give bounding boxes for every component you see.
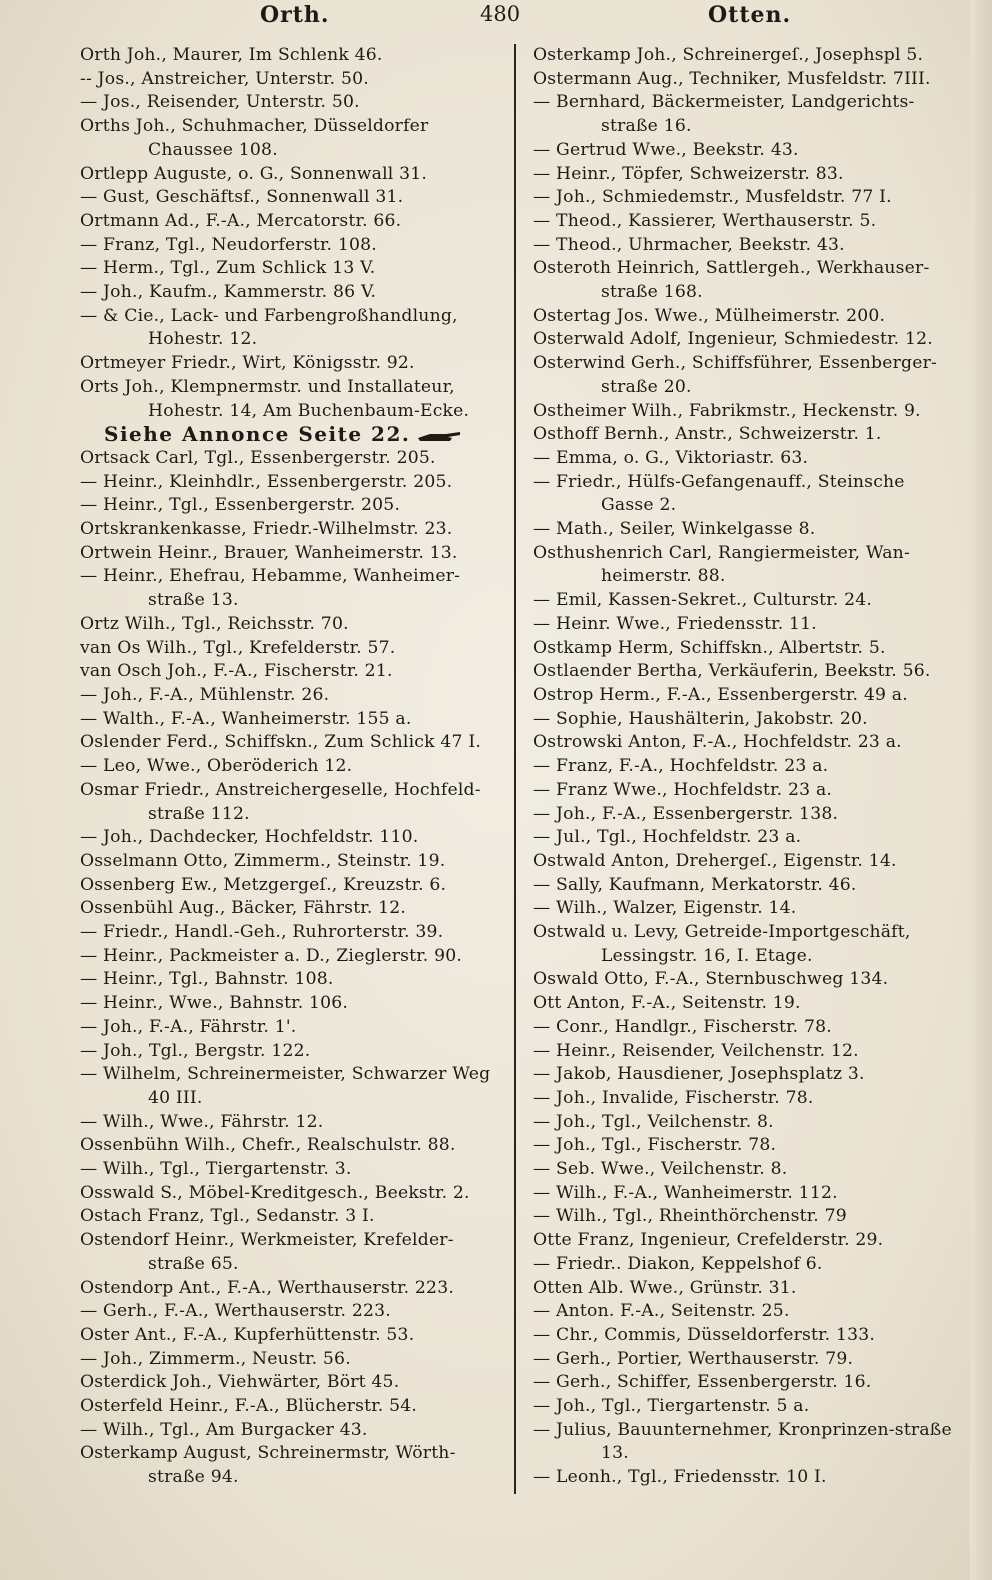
entry-text: — Seb. Wwe., Veilchenstr. 8. bbox=[533, 1159, 788, 1180]
entry-text: — Leonh., Tgl., Friedensstr. 10 I. bbox=[533, 1467, 827, 1488]
entry-text: — Franz, Tgl., Neudorferstr. 108. bbox=[80, 234, 377, 255]
directory-entry bbox=[533, 139, 961, 163]
entry-text: — Joh., Zimmerm., Neustr. 56. bbox=[80, 1348, 351, 1369]
directory-entry bbox=[533, 234, 961, 258]
directory-entry bbox=[533, 660, 961, 684]
directory-entry bbox=[533, 755, 961, 779]
entry-text: — Friedr.. Diakon, Keppelshof 6. bbox=[533, 1253, 823, 1274]
directory-entry bbox=[80, 91, 500, 115]
entry-text: Oster Ant., F.-A., Kupferhüttenstr. 53. bbox=[80, 1324, 415, 1345]
entry-text: Orth Joh., Maurer, Im Schlenk 46. bbox=[80, 45, 383, 65]
directory-entry bbox=[80, 163, 500, 187]
entry-text: — Friedr., Hülfs-Gefangenauff., Steinsche Gasse 2. bbox=[533, 471, 905, 516]
directory-entry bbox=[80, 1419, 500, 1443]
directory-entry bbox=[80, 565, 500, 612]
entry-text: — Jakob, Hausdiener, Josephsplatz 3. bbox=[533, 1064, 865, 1085]
directory-entry bbox=[533, 257, 961, 304]
entry-text: — Joh., Tgl., Fischerstr. 78. bbox=[533, 1135, 777, 1156]
entry-text: — Wilh., Walzer, Eigenstr. 14. bbox=[533, 898, 797, 919]
entry-text: — Wilh., Tgl., Am Burgacker 43. bbox=[80, 1419, 368, 1440]
entry-text: Osterfeld Heinr., F.-A., Blücherstr. 54. bbox=[80, 1396, 418, 1417]
directory-entry bbox=[533, 1395, 961, 1419]
directory-entry bbox=[533, 1419, 961, 1466]
directory-entry bbox=[80, 1395, 500, 1419]
directory-entry bbox=[533, 542, 961, 589]
directory-entry bbox=[80, 447, 500, 471]
directory-entry bbox=[533, 1158, 961, 1182]
column-divider bbox=[514, 44, 516, 1494]
directory-entry bbox=[533, 1371, 961, 1395]
entry-text: — Wilh., F.-A., Wanheimerstr. 112. bbox=[533, 1182, 838, 1203]
entry-text: — Gertrud Wwe., Beekstr. 43. bbox=[533, 139, 799, 160]
directory-entry bbox=[80, 1205, 500, 1229]
directory-entry bbox=[533, 210, 961, 234]
entry-text: — Wilh., Tgl., Rheinthörchenstr. 79 bbox=[533, 1206, 847, 1227]
entry-text: Osterwald Adolf, Ingenieur, Schmiedestr. 12. bbox=[533, 329, 933, 350]
right-column bbox=[533, 44, 961, 1504]
directory-entry bbox=[80, 1158, 500, 1182]
directory-entry bbox=[80, 1371, 500, 1395]
directory-entry bbox=[80, 897, 500, 921]
entry-text: Ostwald Anton, Drehergeſ., Eigenstr. 14. bbox=[533, 850, 897, 871]
directory-entry bbox=[80, 281, 500, 305]
directory-entry bbox=[533, 968, 961, 992]
entry-text: Otte Franz, Ingenieur, Crefelderstr. 29. bbox=[533, 1230, 884, 1251]
entry-text: Ossenbühl Aug., Bäcker, Fährstr. 12. bbox=[80, 898, 407, 919]
entry-text: — Anton. F.-A., Seitenstr. 25. bbox=[533, 1301, 790, 1322]
entry-text: — Herm., Tgl., Zum Schlick 13 V. bbox=[80, 258, 376, 279]
entry-text: van Os Wilh., Tgl., Krefelderstr. 57. bbox=[80, 637, 396, 658]
entry-text: Ortlepp Auguste, o. G., Sonnenwall 31. bbox=[80, 163, 428, 184]
directory-entry bbox=[80, 874, 500, 898]
entry-text: Osterkamp Joh., Schreinergeſ., Josephspl 5. bbox=[533, 45, 924, 65]
entry-text: Osthushenrich Carl, Rangiermeister, Wan-heimerstr. 88. bbox=[533, 542, 910, 587]
directory-entry bbox=[80, 637, 500, 661]
advertisement-reference bbox=[80, 423, 500, 447]
directory-entry bbox=[80, 708, 500, 732]
entry-text: — Heinr., Tgl., Essenbergerstr. 205. bbox=[80, 495, 401, 516]
entry-text: Ostrop Herm., F.-A., Essenbergerstr. 49 a. bbox=[533, 684, 908, 705]
entry-text: Ostkamp Herm, Schiffskn., Albertstr. 5. bbox=[533, 637, 886, 658]
directory-entry bbox=[533, 613, 961, 637]
entry-text: — Theod., Uhrmacher, Beekstr. 43. bbox=[533, 234, 845, 255]
directory-entry bbox=[80, 1134, 500, 1158]
entry-text: — Jos., Reisender, Unterstr. 50. bbox=[80, 92, 360, 113]
directory-entry bbox=[80, 376, 500, 423]
entry-text: Osterwind Gerh., Schiffsführer, Essenberger-straße 20. bbox=[533, 353, 937, 397]
directory-entry bbox=[533, 1205, 961, 1229]
entry-text: Osswald S., Möbel-Kreditgesch., Beekstr. 2. bbox=[80, 1182, 470, 1203]
entry-text: Ostach Franz, Tgl., Sedanstr. 3 I. bbox=[80, 1206, 375, 1227]
directory-entry bbox=[533, 1040, 961, 1064]
entry-text: Orts Joh., Klempnermstr. und Installateur, Hohestr. 14, Am Buchenbaum-Ecke. bbox=[80, 376, 470, 421]
directory-entry bbox=[533, 91, 961, 138]
directory-entry bbox=[80, 945, 500, 969]
entry-text: — Theod., Kassierer, Werthauserstr. 5. bbox=[533, 210, 877, 231]
directory-entry bbox=[533, 328, 961, 352]
entry-text: Ostrowski Anton, F.-A., Hochfeldstr. 23 a. bbox=[533, 732, 902, 753]
entry-text: Osmar Friedr., Anstreichergeselle, Hochfeld-straße 112. bbox=[80, 779, 481, 824]
directory-entry bbox=[533, 471, 961, 518]
directory-entry bbox=[533, 1300, 961, 1324]
directory-entry bbox=[80, 1111, 500, 1135]
directory-entry bbox=[533, 423, 961, 447]
entry-text: — Joh., Invalide, Fischerstr. 78. bbox=[533, 1087, 814, 1108]
directory-entry bbox=[533, 1277, 961, 1301]
directory-entry bbox=[80, 1442, 500, 1489]
directory-entry bbox=[533, 163, 961, 187]
directory-entry bbox=[80, 826, 500, 850]
entry-text: Ossenbühn Wilh., Chefr., Realschulstr. 88. bbox=[80, 1135, 456, 1156]
entry-text: Ostertag Jos. Wwe., Mülheimerstr. 200. bbox=[533, 305, 886, 326]
entry-text: — Heinr., Reisender, Veilchenstr. 12. bbox=[533, 1040, 859, 1061]
entry-text: Ortskrankenkasse, Friedr.-Wilhelmstr. 23. bbox=[80, 519, 453, 540]
entry-text: Ossenberg Ew., Metzgergeſ., Kreuzstr. 6. bbox=[80, 874, 447, 895]
directory-entry bbox=[533, 826, 961, 850]
directory-entry bbox=[533, 921, 961, 968]
directory-entry bbox=[80, 1063, 500, 1110]
directory-entry bbox=[533, 708, 961, 732]
directory-entry bbox=[533, 589, 961, 613]
directory-entry bbox=[80, 518, 500, 542]
entry-text: — Wilh., Tgl., Tiergartenstr. 3. bbox=[80, 1159, 352, 1180]
header-right-keyword: Otten. bbox=[708, 2, 792, 28]
entry-text: — Sophie, Haushälterin, Jakobstr. 20. bbox=[533, 708, 868, 729]
directory-entry bbox=[80, 1300, 500, 1324]
entry-text: — Heinr., Ehefrau, Hebamme, Wanheimer-straße 13. bbox=[80, 566, 461, 611]
entry-text: Oswald Otto, F.-A., Sternbuschweg 134. bbox=[533, 969, 889, 990]
directory-entry bbox=[80, 542, 500, 566]
left-column bbox=[80, 44, 500, 1504]
directory-entry bbox=[80, 68, 500, 92]
directory-entry bbox=[533, 352, 961, 399]
entry-text: Siehe Annonce Seite 22. bbox=[104, 422, 411, 447]
directory-entry bbox=[533, 1111, 961, 1135]
entry-text: Otten Alb. Wwe., Grünstr. 31. bbox=[533, 1277, 797, 1298]
directory-entry bbox=[533, 518, 961, 542]
entry-text: — Heinr., Wwe., Bahnstr. 106. bbox=[80, 993, 349, 1014]
entry-text: — Franz, F.-A., Hochfeldstr. 23 a. bbox=[533, 756, 829, 777]
entry-text: Osthoff Bernh., Anstr., Schweizerstr. 1. bbox=[533, 424, 882, 445]
directory-entry bbox=[80, 471, 500, 495]
entry-text: — Gerh., Schiffer, Essenbergerstr. 16. bbox=[533, 1372, 872, 1393]
entry-text: Osterdick Joh., Viehwärter, Bört 45. bbox=[80, 1372, 400, 1393]
entry-text: — Joh., F.-A., Essenbergerstr. 138. bbox=[533, 803, 839, 824]
directory-entry bbox=[80, 210, 500, 234]
entry-text: Ostwald u. Levy, Getreide-Importgeschäft, Lessingstr. 16, I. Etage. bbox=[533, 922, 911, 966]
directory-entry bbox=[80, 1182, 500, 1206]
header-left-keyword: Orth. bbox=[260, 2, 330, 28]
directory-entry bbox=[80, 234, 500, 258]
entry-text: Ostendorp Ant., F.-A., Werthauserstr. 223. bbox=[80, 1277, 454, 1298]
entry-text: — Wilh., Wwe., Fährstr. 12. bbox=[80, 1111, 324, 1132]
directory-entry bbox=[80, 1277, 500, 1301]
page-number: 480 bbox=[480, 2, 521, 26]
directory-entry bbox=[533, 779, 961, 803]
entry-text: — Conr., Handlgr., Fischerstr. 78. bbox=[533, 1016, 832, 1037]
directory-entry bbox=[533, 447, 961, 471]
entry-text: — & Cie., Lack- und Farbengroßhandlung, Hohestr. 12. bbox=[80, 305, 458, 350]
entry-text: Ortwein Heinr., Brauer, Wanheimerstr. 13. bbox=[80, 542, 458, 563]
directory-entry bbox=[533, 186, 961, 210]
page-edge bbox=[970, 0, 992, 1580]
entry-text: — Wilhelm, Schreinermeister, Schwarzer Weg 40 III. bbox=[80, 1064, 491, 1108]
entry-text: Oslender Ferd., Schiffskn., Zum Schlick 47 I. bbox=[80, 732, 481, 753]
directory-entry bbox=[80, 613, 500, 637]
directory-entry bbox=[533, 874, 961, 898]
entry-text: — Joh., F.-A., Fährstr. 1'. bbox=[80, 1016, 297, 1037]
directory-entry bbox=[80, 755, 500, 779]
directory-entry bbox=[80, 305, 500, 352]
directory-entry bbox=[80, 779, 500, 826]
entry-text: — Bernhard, Bäckermeister, Landgerichts-straße 16. bbox=[533, 92, 915, 137]
directory-entry bbox=[80, 1324, 500, 1348]
entry-text: Osteroth Heinrich, Sattlergeh., Werkhauser-straße 168. bbox=[533, 258, 930, 303]
entry-text: Osselmann Otto, Zimmerm., Steinstr. 19. bbox=[80, 850, 446, 871]
entry-text: — Franz Wwe., Hochfeldstr. 23 a. bbox=[533, 779, 833, 800]
page-header bbox=[78, 2, 970, 30]
entry-text: — Emma, o. G., Viktoriastr. 63. bbox=[533, 447, 809, 468]
entry-text: — Emil, Kassen-Sekret., Culturstr. 24. bbox=[533, 590, 873, 611]
directory-entry bbox=[533, 305, 961, 329]
entry-text: Ostendorf Heinr., Werkmeister, Krefelder-straße 65. bbox=[80, 1230, 454, 1274]
directory-entry bbox=[533, 1348, 961, 1372]
directory-entry bbox=[533, 400, 961, 424]
pointing-hand-icon bbox=[416, 429, 462, 443]
entry-text: — Joh., F.-A., Mühlenstr. 26. bbox=[80, 684, 330, 705]
directory-entry bbox=[80, 44, 500, 68]
directory-entry bbox=[533, 731, 961, 755]
directory-entry bbox=[80, 1348, 500, 1372]
directory-entry bbox=[533, 1229, 961, 1253]
directory-entry bbox=[533, 44, 961, 68]
directory-entry bbox=[80, 1229, 500, 1276]
directory-entry bbox=[533, 637, 961, 661]
entry-text: — Heinr., Töpfer, Schweizerstr. 83. bbox=[533, 163, 844, 184]
entry-text: Osterkamp August, Schreinermstr, Wörth-straße 94. bbox=[80, 1443, 456, 1488]
entry-text: van Osch Joh., F.-A., Fischerstr. 21. bbox=[80, 661, 393, 682]
directory-entry bbox=[533, 1063, 961, 1087]
directory-entry bbox=[533, 1466, 961, 1490]
entry-text: — Walth., F.-A., Wanheimerstr. 155 a. bbox=[80, 708, 412, 729]
entry-text: — Gerh., Portier, Werthauserstr. 79. bbox=[533, 1348, 854, 1369]
entry-text: — Gerh., F.-A., Werthauserstr. 223. bbox=[80, 1301, 391, 1322]
entry-text: — Joh., Tgl., Veilchenstr. 8. bbox=[533, 1111, 774, 1132]
entry-text: — Gust, Geschäftsf., Sonnenwall 31. bbox=[80, 187, 404, 208]
directory-entry bbox=[80, 257, 500, 281]
entry-text: Ortmann Ad., F.-A., Mercatorstr. 66. bbox=[80, 210, 402, 231]
entry-text: — Julius, Bauunternehmer, Kronprinzen-straße 13. bbox=[533, 1419, 952, 1464]
entry-text: Ostheimer Wilh., Fabrikmstr., Heckenstr. 9. bbox=[533, 400, 921, 421]
directory-entry bbox=[533, 1324, 961, 1348]
directory-entry bbox=[80, 1016, 500, 1040]
directory-entry bbox=[533, 1087, 961, 1111]
entry-text: — Joh., Dachdecker, Hochfeldstr. 110. bbox=[80, 827, 419, 848]
directory-entry bbox=[80, 968, 500, 992]
entry-text: Orths Joh., Schuhmacher, Düsseldorfer Chaussee 108. bbox=[80, 116, 429, 160]
entry-text: — Sally, Kaufmann, Merkatorstr. 46. bbox=[533, 874, 857, 895]
entry-text: — Friedr., Handl.-Geh., Ruhrorterstr. 39. bbox=[80, 922, 444, 943]
directory-entry bbox=[80, 850, 500, 874]
directory-entry bbox=[533, 1182, 961, 1206]
entry-text: Ortz Wilh., Tgl., Reichsstr. 70. bbox=[80, 613, 349, 634]
directory-entry bbox=[80, 992, 500, 1016]
directory-entry bbox=[533, 68, 961, 92]
entry-text: -- Jos., Anstreicher, Unterstr. 50. bbox=[80, 68, 369, 89]
entry-text: — Joh., Tgl., Bergstr. 122. bbox=[80, 1040, 311, 1061]
entry-text: — Joh., Kaufm., Kammerstr. 86 V. bbox=[80, 282, 377, 303]
directory-entry bbox=[533, 1253, 961, 1277]
entry-text: — Heinr., Tgl., Bahnstr. 108. bbox=[80, 969, 334, 990]
directory-entry bbox=[80, 115, 500, 162]
entry-text: Ortsack Carl, Tgl., Essenbergerstr. 205. bbox=[80, 447, 436, 468]
directory-entry bbox=[533, 803, 961, 827]
directory-entry bbox=[533, 684, 961, 708]
directory-entry bbox=[80, 352, 500, 376]
entry-text: — Heinr., Kleinhdlr., Essenbergerstr. 205. bbox=[80, 471, 453, 492]
entry-text: — Chr., Commis, Düsseldorferstr. 133. bbox=[533, 1324, 876, 1345]
entry-text: — Heinr., Packmeister a. D., Zieglerstr. 90. bbox=[80, 945, 463, 966]
directory-entry bbox=[80, 731, 500, 755]
entry-text: Ostlaender Bertha, Verkäuferin, Beekstr. 56. bbox=[533, 661, 931, 682]
directory-entry bbox=[533, 897, 961, 921]
directory-entry bbox=[533, 992, 961, 1016]
directory-entry bbox=[80, 1040, 500, 1064]
entry-text: Ortmeyer Friedr., Wirt, Königsstr. 92. bbox=[80, 353, 415, 374]
entry-text: — Joh., Schmiedemstr., Musfeldstr. 77 I. bbox=[533, 187, 892, 208]
directory-entry bbox=[80, 660, 500, 684]
directory-entry bbox=[533, 1016, 961, 1040]
directory-entry bbox=[533, 1134, 961, 1158]
entry-text: Ostermann Aug., Techniker, Musfeldstr. 7III. bbox=[533, 68, 931, 89]
directory-entry bbox=[80, 186, 500, 210]
entry-text: — Jul., Tgl., Hochfeldstr. 23 a. bbox=[533, 827, 802, 848]
directory-entry bbox=[80, 921, 500, 945]
directory-entry bbox=[80, 494, 500, 518]
entry-text: — Joh., Tgl., Tiergartenstr. 5 a. bbox=[533, 1396, 810, 1417]
entry-text: Ott Anton, F.-A., Seitenstr. 19. bbox=[533, 993, 801, 1014]
entry-text: — Math., Seiler, Winkelgasse 8. bbox=[533, 519, 816, 540]
entry-text: — Heinr. Wwe., Friedensstr. 11. bbox=[533, 613, 817, 634]
directory-entry bbox=[80, 684, 500, 708]
directory-entry bbox=[533, 850, 961, 874]
entry-text: — Leo, Wwe., Oberöderich 12. bbox=[80, 756, 353, 777]
